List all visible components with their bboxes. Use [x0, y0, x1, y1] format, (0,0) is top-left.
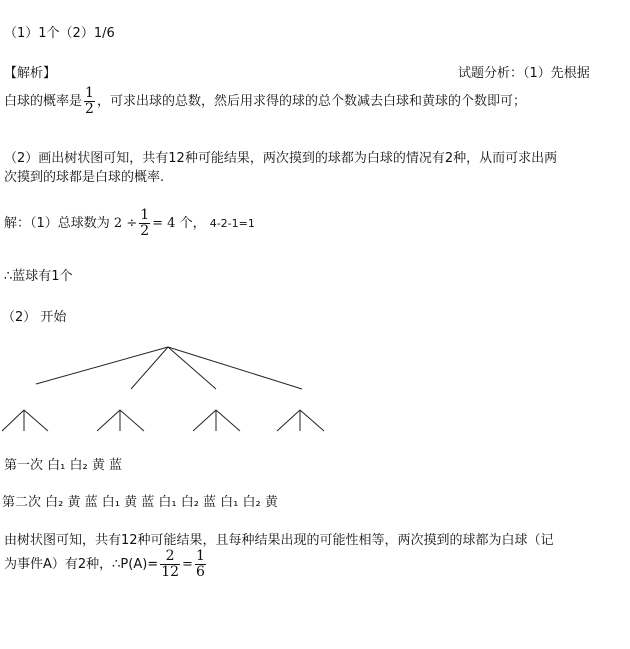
para1-prefix: 白球的概率是 [4, 94, 83, 109]
blue-count: ∴蓝球有1个 [4, 269, 73, 284]
sub-branches-2 [97, 410, 144, 431]
sub-branches-1 [2, 410, 48, 431]
para2-line2: 次摸到的球都是白球的概率. [4, 170, 165, 185]
branch-3 [168, 347, 216, 389]
conclusion-prefix: 为事件A）有2种，∴P(A)= [4, 557, 159, 572]
second-draw-row: 第二次 白₂ 黄 蓝 白₁ 黄 蓝 白₁ 白₂ 蓝 白₁ 白₂ 黄 [2, 495, 278, 510]
prob-fraction: $\frac{2}{12}$ [161, 548, 180, 580]
conclusion-line1: 由树状图可知，共有12种可能结果，且每种结果出现的可能性相等，两次摸到的球都为白球（记 [4, 533, 554, 548]
result-fraction: $\frac{1}{6}$ [195, 548, 205, 580]
branch-4 [168, 347, 302, 389]
sub-branches-4 [277, 410, 324, 431]
half-fraction: $\frac{1}{2}$ [85, 85, 94, 117]
answer-line: （1）1个（2）1/6 [4, 26, 115, 41]
section-label: 【解析】 [4, 66, 57, 81]
sol-expr-left: 2 ÷ [113, 216, 138, 231]
analysis-intro: 试题分析：（1）先根据 [458, 66, 590, 81]
equals-sign: = [182, 557, 193, 572]
para2-line1: （2）画出树状图可知，共有12种可能结果，两次摸到的球都为白球的情况有2种，从而可求出两 [4, 151, 558, 166]
sol-fraction: $\frac{1}{2}$ [140, 207, 150, 239]
sub-branches-3 [193, 410, 240, 431]
conclusion-line2 [4, 549, 208, 580]
sol-calc: 4-2-1=1 [209, 217, 255, 230]
part2-label: （2） 开始 [2, 310, 67, 325]
sol-expr-right: = 4 个， [152, 216, 206, 231]
first-draw-row: 第一次 白₁ 白₂ 黄 蓝 [4, 458, 122, 473]
branch-1 [36, 347, 168, 384]
branch-2 [131, 347, 168, 389]
sol-prefix: 解：（1）总球数为 [4, 216, 110, 231]
para1-suffix: ，可求出球的总数，然后用求得的球的总个数减去白球和黄球的个数即可； [96, 94, 526, 109]
